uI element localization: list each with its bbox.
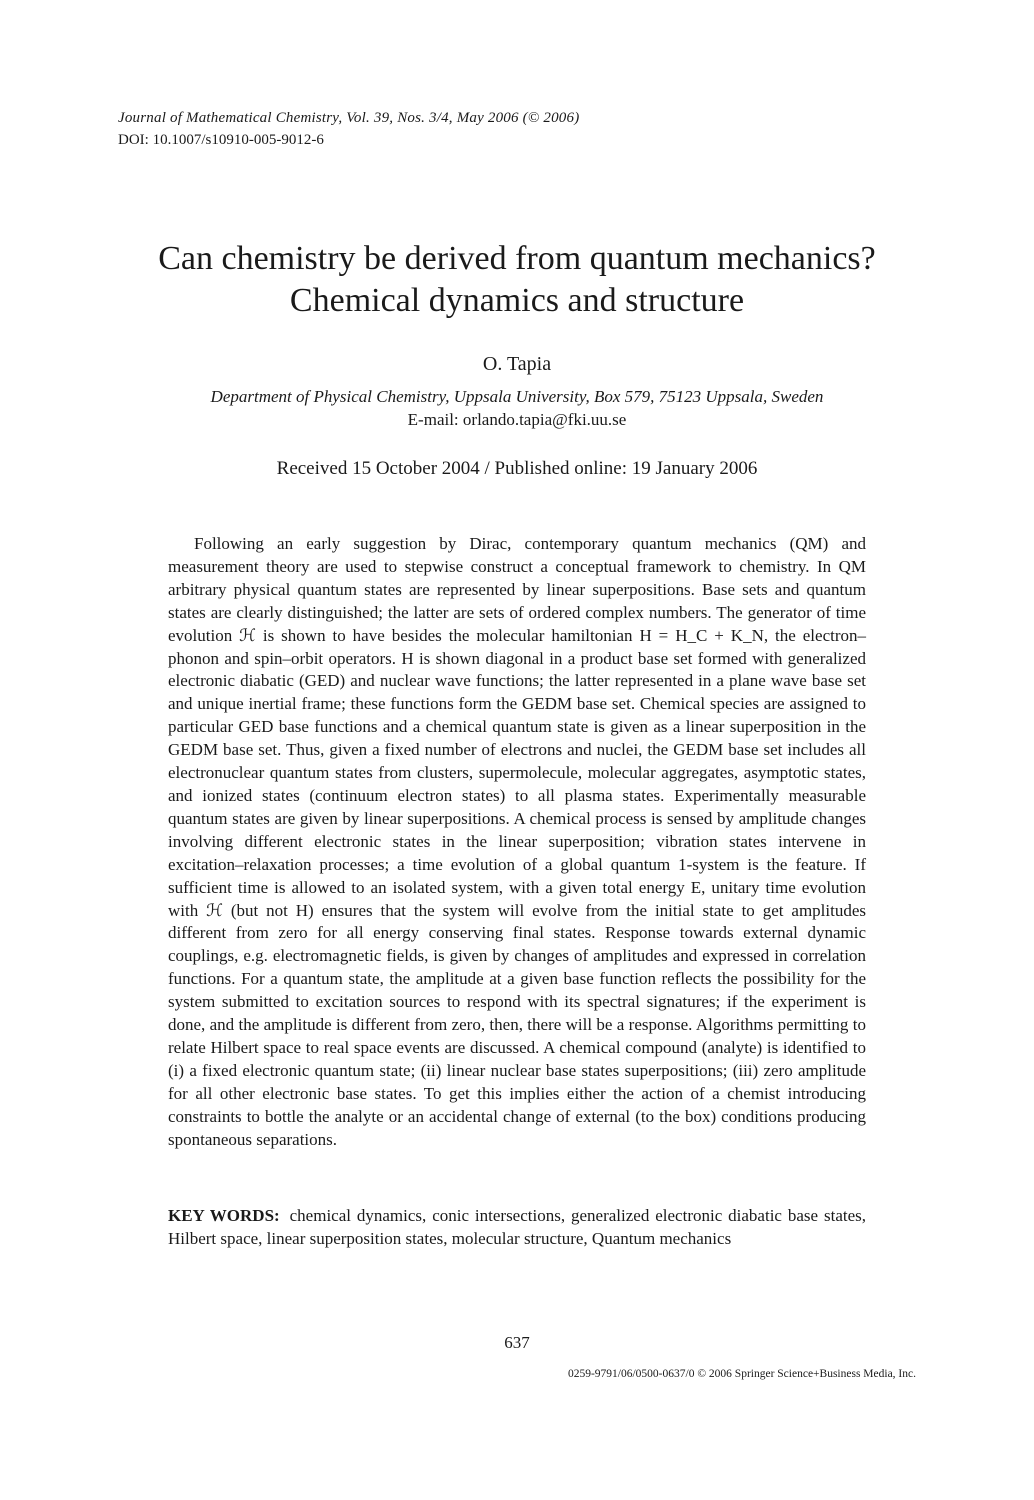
keywords-label: KEY WORDS: xyxy=(168,1206,280,1225)
keywords xyxy=(168,1205,866,1250)
keywords-text: chemical dynamics, conic intersections, generalized electronic diabatic base states, Hilbert space, linear superposition states, molecular structure, Quantum mechanics xyxy=(168,1206,867,1248)
affiliation: Department of Physical Chemistry, Uppsala University, Box 579, 75123 Uppsala, Sweden xyxy=(210,387,824,406)
journal-citation: Journal of Mathematical Chemistry, Vol. 39, Nos. 3/4, May 2006 (© 2006) xyxy=(118,110,580,126)
author-email: E-mail: orlando.tapia@fki.uu.se xyxy=(407,410,627,429)
author-name: O. Tapia xyxy=(482,353,552,375)
doi: DOI: 10.1007/s10910-005-9012-6 xyxy=(118,132,324,148)
copyright-line: 0259-9791/06/0500-0637/0 © 2006 Springer Science+Business Media, Inc. xyxy=(567,1368,916,1380)
title-line-2: Chemical dynamics and structure xyxy=(289,282,745,319)
abstract xyxy=(168,533,866,1151)
title-line-1: Can chemistry be derived from quantum mechanics? xyxy=(158,240,876,277)
publication-dates: Received 15 October 2004 / Published online: 19 January 2006 xyxy=(276,458,758,479)
article-title xyxy=(0,238,1034,322)
journal-header xyxy=(118,107,579,151)
page-number: 637 xyxy=(504,1333,530,1352)
author-affiliation-block xyxy=(0,385,1034,431)
abstract-text: Following an early suggestion by Dirac, contemporary quantum mechanics (QM) and measurement theory are used to stepwise construct a conceptual framework to chemistry. In QM arbitrary physical quantum states are represented by linear superpositions. Base sets and quantum states are clearly distinguished; the latter are sets of ordered complex numbers. The generator of time evolution ℋ is shown to have besides the molecular hamiltonian H = H_C + K_N, the electron–phonon and spin–orbit operators. H is shown diagonal in a product base set formed with generalized electronic diabatic (GED) and nuclear wave functions; the latter represented in a plane wave base set and unique inertial frame; these functions form the GEDM base set. Chemical species are assigned to particular GED base functions and a chemical quantum state is given as a linear superposition in the GEDM base set. Thus, given a fixed number of electrons and nuclei, the GEDM base set includes all electronuclear quantum states from clusters, supermolecule, molecular aggregates, asymptotic states, and ionized states (continuum electron states) to all plasma states. Experimentally measurable quantum states are given by linear superpositions. A chemical process is sensed by amplitude changes involving different electronic states in the linear superposition; vibration states intervene in excitation–relaxation processes; a time evolution of a global quantum 1-system is the feature. If sufficient time is allowed to an isolated system, with a given total energy E, unitary time evolution with ℋ (but not H) ensures that the system will evolve from the initial state to get amplitudes different from zero for all energy conserving final states. Response towards external dynamic couplings, e.g. electromagnetic fields, is given by changes of amplitudes and expressed in correlation functions. For a quantum state, the amplitude at a given base function reflects the possibility for the system submitted to excitation sources to respond with its spectral signatures; if the experiment is done, and the amplitude is different from zero, then, there will be a response. Algorithms permitting to relate Hilbert space to real space events are discussed. A chemical compound (analyte) is identified to (i) a fixed electronic quantum state; (ii) linear nuclear base states superpositions; (iii) zero amplitude for all other electronic base states. To get this implies either the action of a chemist introducing constraints to bottle the analyte or an accidental change of external (to the box) conditions producing spontaneous separations. xyxy=(168,534,866,1149)
